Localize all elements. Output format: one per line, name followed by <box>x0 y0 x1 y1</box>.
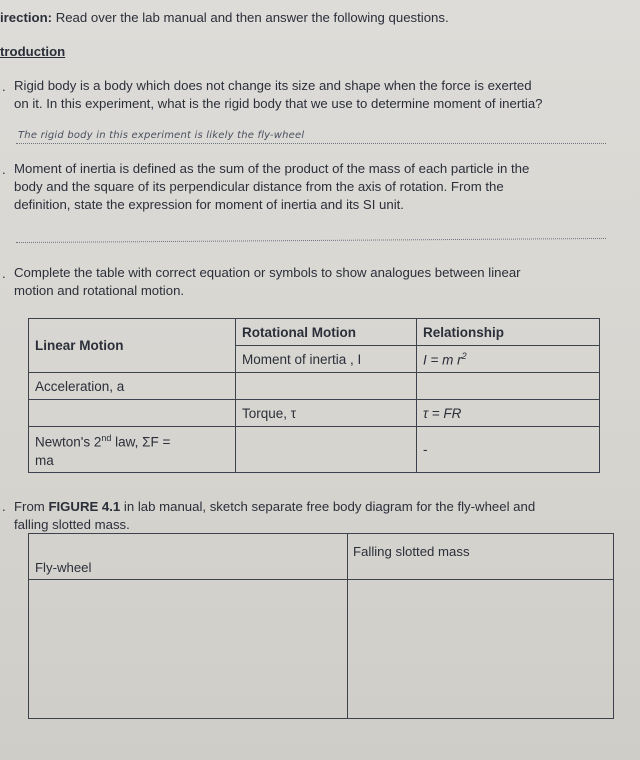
q2-marker: . <box>2 162 6 177</box>
q2-line3: definition, state the expression for moment of inertia and its SI unit. <box>14 197 404 212</box>
fbd-slotted-mass-title: Falling slotted mass <box>353 544 470 559</box>
q2-line2: body and the square of its perpendicular distance from the axis of rotation. From the <box>14 179 504 194</box>
header-rotational-motion: Rotational Motion <box>236 319 417 346</box>
q1-answer-line <box>16 143 606 144</box>
cell-newtons-law <box>29 427 236 473</box>
q4-figure-ref: FIGURE 4.1 <box>48 499 121 514</box>
newton-text-c: law, ΣF = <box>111 434 171 450</box>
cell-inertia-relation: I = m $r^2$ <box>417 346 600 373</box>
direction-text: Read over the lab manual and then answer the following questions. <box>55 10 449 25</box>
cell-empty-rot-newton <box>236 427 417 473</box>
analogues-table <box>28 318 600 473</box>
cell-empty-rot-accel <box>236 373 417 400</box>
q4-line2: falling slotted mass. <box>14 517 130 532</box>
direction-label: irection: <box>0 10 53 25</box>
cell-empty-lin-torque <box>29 400 236 427</box>
q3-marker: . <box>2 266 6 281</box>
q3-line1: Complete the table with correct equation or symbols to show analogues between linear <box>14 265 521 280</box>
q3-line2: motion and rotational motion. <box>14 283 185 298</box>
cell-torque: Torque, τ <box>236 400 417 427</box>
q1-handwritten-answer: The rigid body in this experiment is likely the fly-wheel <box>18 130 305 141</box>
cell-inertia-relation-text: I = m r <box>423 352 462 368</box>
q1-line2: on it. In this experiment, what is the rigid body that we use to determine moment of inertia? <box>14 96 543 111</box>
q4-line1-c: in lab manual, sketch separate free body diagram for the fly-wheel and <box>120 499 536 514</box>
free-body-diagram-table <box>28 533 614 719</box>
newton-superscript: nd <box>101 433 112 443</box>
table-row <box>29 400 600 427</box>
q2-line1: Moment of inertia is defined as the sum of the product of the mass of each particle in the <box>14 161 530 176</box>
q4-line1-a: From <box>14 499 49 514</box>
cell-newton-relation: - <box>417 427 600 473</box>
cell-torque-relation: τ = FR <box>417 400 600 427</box>
table-row <box>29 373 600 400</box>
cell-empty-rel-accel <box>417 373 600 400</box>
direction-line <box>0 10 449 26</box>
cell-acceleration: Acceleration, a <box>29 373 236 400</box>
fbd-column-divider <box>347 534 348 718</box>
q4-line1 <box>14 499 535 515</box>
q1-marker: . <box>2 79 6 94</box>
cell-moment-of-inertia: Moment of inertia , I <box>236 346 417 373</box>
newton-text-a: Newton's 2 <box>35 434 102 450</box>
header-linear-motion: Linear Motion <box>29 319 236 373</box>
header-relationship: Relationship <box>417 319 600 346</box>
newton-text-d: ma <box>35 452 54 468</box>
fbd-header-divider <box>29 579 613 580</box>
q4-marker: . <box>2 499 6 514</box>
section-title: troduction <box>0 44 66 59</box>
q2-answer-line <box>16 238 606 243</box>
table-row <box>29 427 600 473</box>
q1-line1: Rigid body is a body which does not change its size and shape when the force is exerted <box>14 78 532 93</box>
fbd-flywheel-title: Fly-wheel <box>35 560 92 575</box>
table-row <box>29 319 600 346</box>
